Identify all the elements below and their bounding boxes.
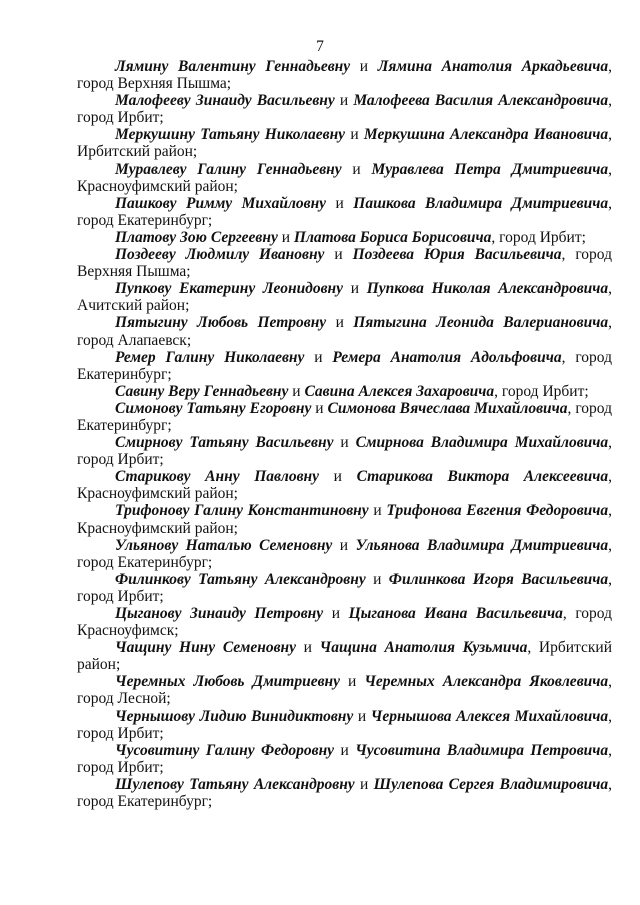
- list-item: [77, 776, 612, 810]
- wife-name: Чащину Нину Семеновну: [115, 639, 297, 657]
- husband-name: Муравлева Петра Дмитриевича: [371, 160, 609, 178]
- husband-name: Платова Бориса Борисовича: [293, 228, 492, 246]
- husband-name: Пятыгина Леонида Валериановича: [353, 314, 609, 332]
- conjunction: и: [345, 126, 364, 144]
- conjunction: и: [354, 775, 374, 793]
- husband-name: Филинкова Игоря Васильевича: [388, 570, 609, 588]
- wife-name: Ульянову Наталью Семеновну: [115, 536, 333, 554]
- list-item: [77, 246, 612, 280]
- husband-name: Трифонова Евгения Федоровича: [386, 502, 609, 520]
- conjunction: и: [326, 314, 354, 332]
- place: , город Красноуфимск;: [77, 605, 612, 640]
- place: , город Ирбит;: [77, 570, 613, 605]
- place: , город Верхняя Пышма;: [77, 58, 613, 93]
- place: , город Верхняя Пышма;: [77, 246, 612, 281]
- list-item: [77, 383, 612, 400]
- conjunction: и: [296, 639, 320, 657]
- wife-name: Ремер Галину Николаевну: [115, 348, 305, 366]
- husband-name: Шулепова Сергея Владимировича: [373, 775, 609, 793]
- list-item: [77, 605, 612, 639]
- wife-name: Шулепову Татьяну Александровну: [115, 775, 355, 793]
- place: , Ачитский район;: [77, 280, 613, 315]
- list-item: [77, 639, 612, 673]
- conjunction: и: [334, 92, 354, 110]
- conjunction: и: [333, 434, 356, 452]
- list-item: [77, 280, 612, 314]
- wife-name: Савину Веру Геннадьевну: [115, 382, 289, 400]
- husband-name: Савина Алексея Захаровича: [304, 382, 495, 400]
- entries-list: [77, 58, 612, 810]
- husband-name: Черемных Александра Яковлевича: [364, 673, 609, 691]
- conjunction: и: [319, 468, 357, 486]
- place: , Ирбитский район;: [77, 126, 613, 161]
- list-item: [77, 742, 612, 776]
- conjunction: и: [365, 570, 389, 588]
- wife-name: Старикову Анну Павловну: [115, 468, 320, 486]
- husband-name: Поздеева Юрия Васильевича: [352, 246, 562, 264]
- wife-name: Пятыгину Любовь Петровну: [115, 314, 327, 332]
- conjunction: и: [311, 399, 328, 417]
- wife-name: Меркушину Татьяну Николаевну: [115, 126, 346, 144]
- page-number: 7: [316, 38, 324, 55]
- husband-name: Чернышова Алексея Михайловича: [370, 707, 609, 725]
- conjunction: и: [350, 58, 378, 75]
- husband-name: Цыганова Ивана Васильевича: [348, 605, 563, 622]
- list-item: [77, 58, 612, 92]
- conjunction: и: [304, 348, 333, 366]
- list-item: [77, 468, 612, 502]
- list-item: [77, 195, 612, 229]
- husband-name: Ремера Анатолия Адольфовича: [332, 348, 562, 366]
- list-item: [77, 434, 612, 468]
- wife-name: Пупкову Екатерину Леонидовну: [115, 280, 344, 298]
- husband-name: Старикова Виктора Алексеевича: [356, 468, 609, 486]
- wife-name: Трифонову Галину Константиновну: [115, 502, 369, 520]
- wife-name: Цыганову Зинаиду Петровну: [115, 605, 324, 622]
- list-item: [77, 502, 612, 536]
- conjunction: и: [341, 160, 372, 178]
- husband-name: Малофеева Василия Александровича: [353, 92, 609, 110]
- place: , город Лесной;: [77, 673, 612, 708]
- list-item: [77, 229, 612, 246]
- place: , город Ирбит;: [77, 92, 612, 127]
- wife-name: Чернышову Лидию Винидиктовну: [115, 707, 354, 725]
- husband-name: Меркушина Александра Ивановича: [363, 126, 609, 144]
- list-item: [77, 349, 612, 383]
- wife-name: Пашкову Римму Михайловну: [115, 194, 327, 212]
- list-item: [77, 537, 612, 571]
- wife-name: Смирнову Татьяну Васильевну: [115, 434, 334, 452]
- place: , Красноуфимский район;: [77, 468, 612, 503]
- wife-name: Чусовитину Галину Федоровну: [115, 741, 335, 759]
- place: , город Екатеринбург;: [77, 399, 612, 434]
- husband-name: Пупкова Николая Александровича: [366, 280, 609, 298]
- conjunction: и: [332, 536, 356, 554]
- wife-name: Платову Зою Сергеевну: [115, 228, 278, 246]
- wife-name: Муравлеву Галину Геннадьевну: [115, 160, 342, 178]
- place: , город Алапаевск;: [77, 314, 612, 349]
- husband-name: Пашкова Владимира Дмитриевича: [353, 194, 609, 212]
- conjunction: и: [340, 673, 365, 691]
- list-item: [77, 708, 612, 742]
- wife-name: Симонову Татьяну Егоровну: [115, 399, 312, 417]
- list-item: [77, 571, 612, 605]
- conjunction: и: [343, 280, 367, 298]
- husband-name: Ульянова Владимира Дмитриевича: [355, 536, 609, 554]
- list-item: [77, 92, 612, 126]
- place: , Красноуфимский район;: [77, 160, 613, 195]
- place: , Ирбитский район;: [77, 639, 612, 674]
- place: , город Екатеринбург;: [77, 775, 612, 811]
- conjunction: и: [323, 605, 349, 622]
- list-item: [77, 161, 612, 195]
- list-item: [77, 126, 612, 160]
- list-item: [77, 673, 612, 707]
- wife-name: Поздееву Людмилу Ивановну: [115, 246, 325, 264]
- husband-name: Симонова Вячеслава Михайловича: [327, 399, 568, 417]
- place: , город Ирбит;: [77, 707, 613, 742]
- husband-name: Смирнова Владимира Михайловича: [355, 434, 609, 452]
- place: , Красноуфимский район;: [77, 502, 612, 537]
- conjunction: и: [326, 194, 354, 212]
- place: , город Ирбит;: [77, 434, 613, 469]
- conjunction: и: [368, 502, 387, 520]
- place: , город Ирбит;: [77, 741, 612, 776]
- place: , город Екатеринбург;: [77, 194, 612, 229]
- husband-name: Чащина Анатолия Кузьмича: [319, 639, 528, 657]
- place: , город Екатеринбург;: [77, 348, 612, 383]
- conjunction: и: [324, 246, 353, 264]
- wife-name: Филинкову Татьяну Александровну: [115, 570, 366, 588]
- wife-name: Лямину Валентину Геннадьевну: [115, 58, 351, 75]
- conjunction: и: [277, 228, 294, 246]
- conjunction: и: [353, 707, 371, 725]
- husband-name: Чусовитина Владимира Петровича: [355, 741, 609, 759]
- place: , город Ирбит;: [494, 382, 589, 400]
- place: , город Екатеринбург;: [77, 536, 612, 571]
- conjunction: и: [334, 741, 356, 759]
- wife-name: Малофееву Зинаиду Васильевну: [115, 92, 335, 110]
- conjunction: и: [288, 382, 305, 400]
- place: , город Ирбит;: [491, 228, 586, 246]
- list-item: [77, 314, 612, 348]
- wife-name: Черемных Любовь Дмитриевну: [115, 673, 341, 691]
- husband-name: Лямина Анатолия Аркадьевича: [377, 58, 609, 75]
- list-item: [77, 400, 612, 434]
